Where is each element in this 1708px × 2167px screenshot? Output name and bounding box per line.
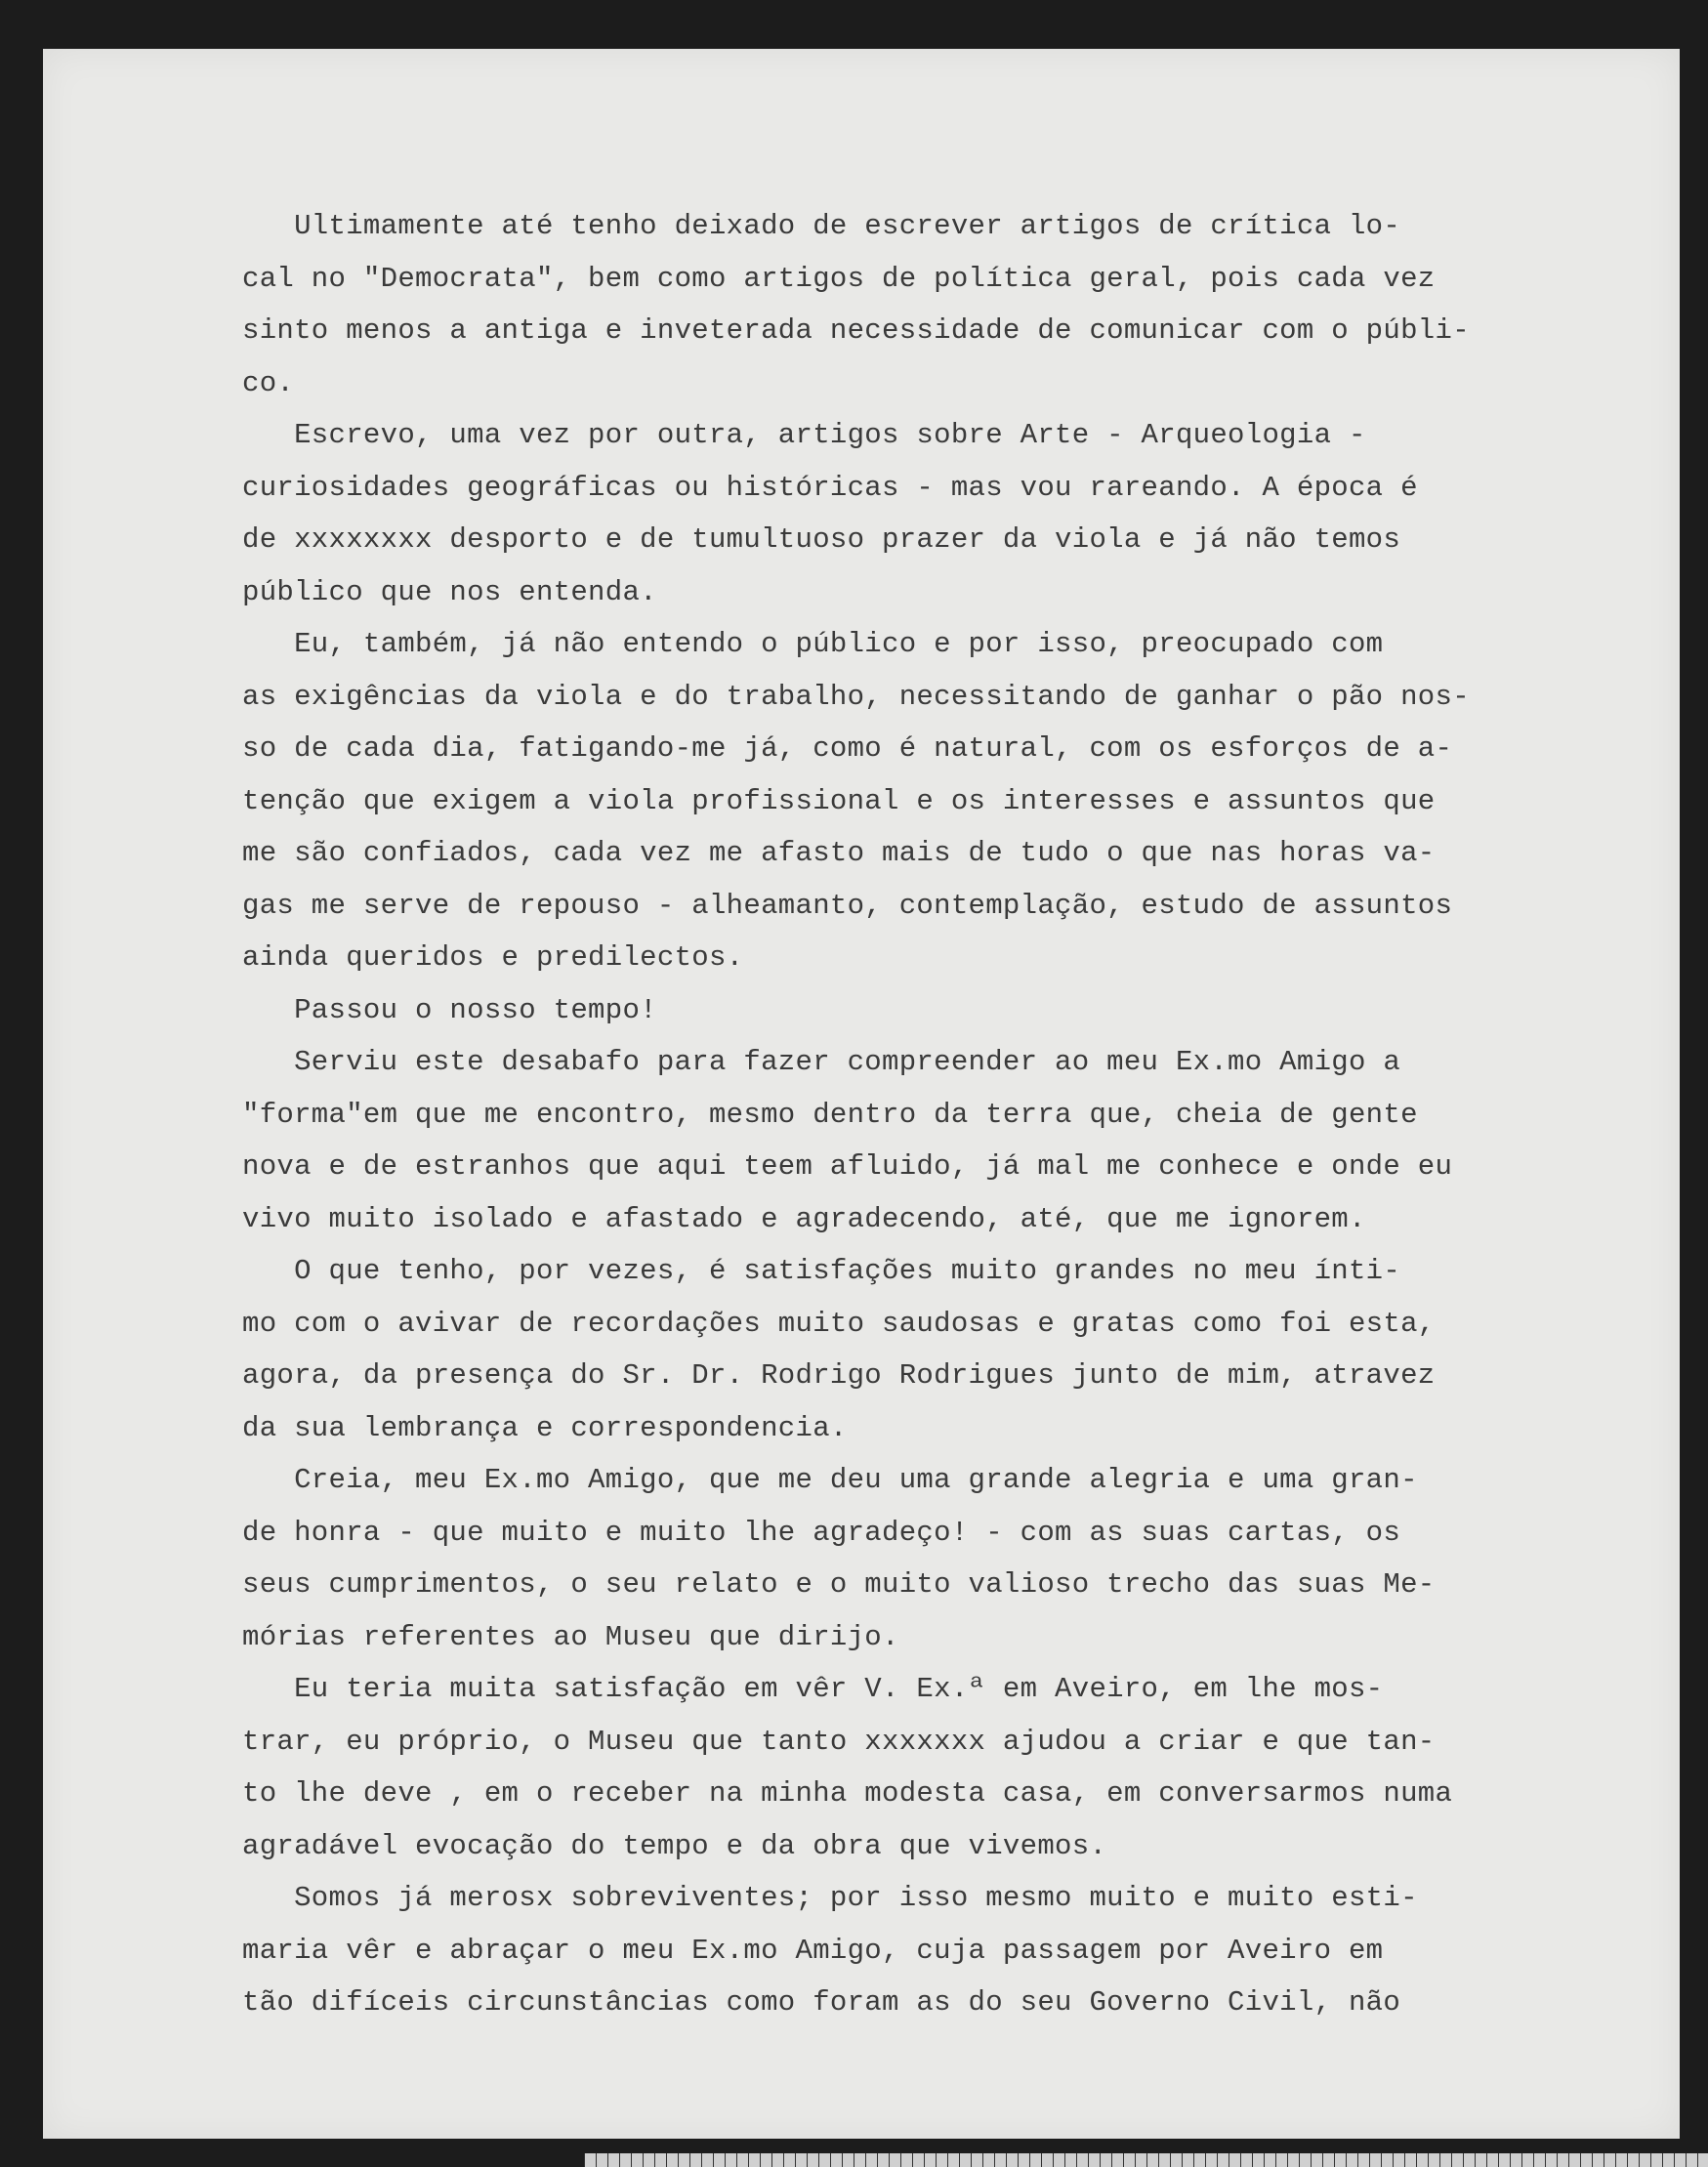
text-line: seus cumprimentos, o seu relato e o muito valioso trecho das suas Me-	[242, 1568, 1436, 1601]
scale-ruler	[584, 2153, 1708, 2167]
text-line: maria vêr e abraçar o meu Ex.mo Amigo, cuja passagem por Aveiro em	[242, 1934, 1384, 1967]
text-line: da sua lembrança e correspondencia.	[242, 1411, 848, 1444]
text-line: me são confiados, cada vez me afasto mais de tudo o que nas horas va-	[242, 837, 1436, 869]
text-line: ainda queridos e predilectos.	[242, 941, 744, 974]
text-line: agradável evocação do tempo e da obra que vivemos.	[242, 1829, 1107, 1862]
typewritten-page	[43, 49, 1680, 2139]
letter-body	[242, 200, 1629, 2029]
text-line: de honra - que muito e muito lhe agradeço! - com as suas cartas, os	[242, 1516, 1401, 1549]
text-line: Serviu este desabafo para fazer compreender ao meu Ex.mo Amigo a	[242, 1046, 1401, 1078]
text-line: de xxxxxxxx desporto e de tumultuoso prazer da viola e já não temos	[242, 523, 1401, 556]
text-line: Escrevo, uma vez por outra, artigos sobre Arte - Arqueologia -	[242, 419, 1366, 451]
text-line: mo com o avivar de recordações muito saudosas e gratas como foi esta,	[242, 1307, 1436, 1340]
text-line: tenção que exigem a viola profissional e os interesses e assuntos que	[242, 784, 1436, 817]
text-line: to lhe deve , em o receber na minha modesta casa, em conversarmos numa	[242, 1777, 1453, 1810]
text-line: Ultimamente até tenho deixado de escrever artigos de crítica lo-	[242, 210, 1401, 242]
text-line: Somos já merosx sobreviventes; por isso mesmo muito e muito esti-	[242, 1882, 1418, 1914]
text-line: público que nos entenda.	[242, 575, 657, 608]
text-line: so de cada dia, fatigando-me já, como é natural, com os esforços de a-	[242, 732, 1453, 765]
text-line: sinto menos a antiga e inveterada necessidade de comunicar com o públi-	[242, 314, 1470, 347]
text-line: tão difíceis circunstâncias como foram as do seu Governo Civil, não	[242, 1986, 1401, 2019]
text-line: co.	[242, 366, 295, 399]
text-line: Passou o nosso tempo!	[242, 993, 657, 1026]
text-line: vivo muito isolado e afastado e agradecendo, até, que me ignorem.	[242, 1202, 1366, 1235]
text-line: curiosidades geográficas ou históricas - mas vou rareando. A época é	[242, 471, 1418, 504]
text-line: Eu teria muita satisfação em vêr V. Ex.ª em Aveiro, em lhe mos-	[242, 1673, 1384, 1705]
text-line: gas me serve de repouso - alheamanto, contemplação, estudo de assuntos	[242, 889, 1453, 922]
text-line: mórias referentes ao Museu que dirijo.	[242, 1620, 899, 1653]
text-line: Creia, meu Ex.mo Amigo, que me deu uma grande alegria e uma gran-	[242, 1464, 1418, 1496]
text-line: trar, eu próprio, o Museu que tanto xxxxxxx ajudou a criar e que tan-	[242, 1725, 1436, 1758]
text-line: Eu, também, já não entendo o público e por isso, preocupado com	[242, 628, 1384, 660]
text-line: nova e de estranhos que aqui teem afluido, já mal me conhece e onde eu	[242, 1150, 1453, 1183]
text-line: agora, da presença do Sr. Dr. Rodrigo Rodrigues junto de mim, atravez	[242, 1359, 1436, 1392]
text-line: O que tenho, por vezes, é satisfações muito grandes no meu ínti-	[242, 1255, 1401, 1287]
text-line: cal no "Democrata", bem como artigos de política geral, pois cada vez	[242, 262, 1436, 295]
text-line: as exigências da viola e do trabalho, necessitando de ganhar o pão nos-	[242, 680, 1470, 713]
text-line: "forma"em que me encontro, mesmo dentro da terra que, cheia de gente	[242, 1098, 1418, 1131]
